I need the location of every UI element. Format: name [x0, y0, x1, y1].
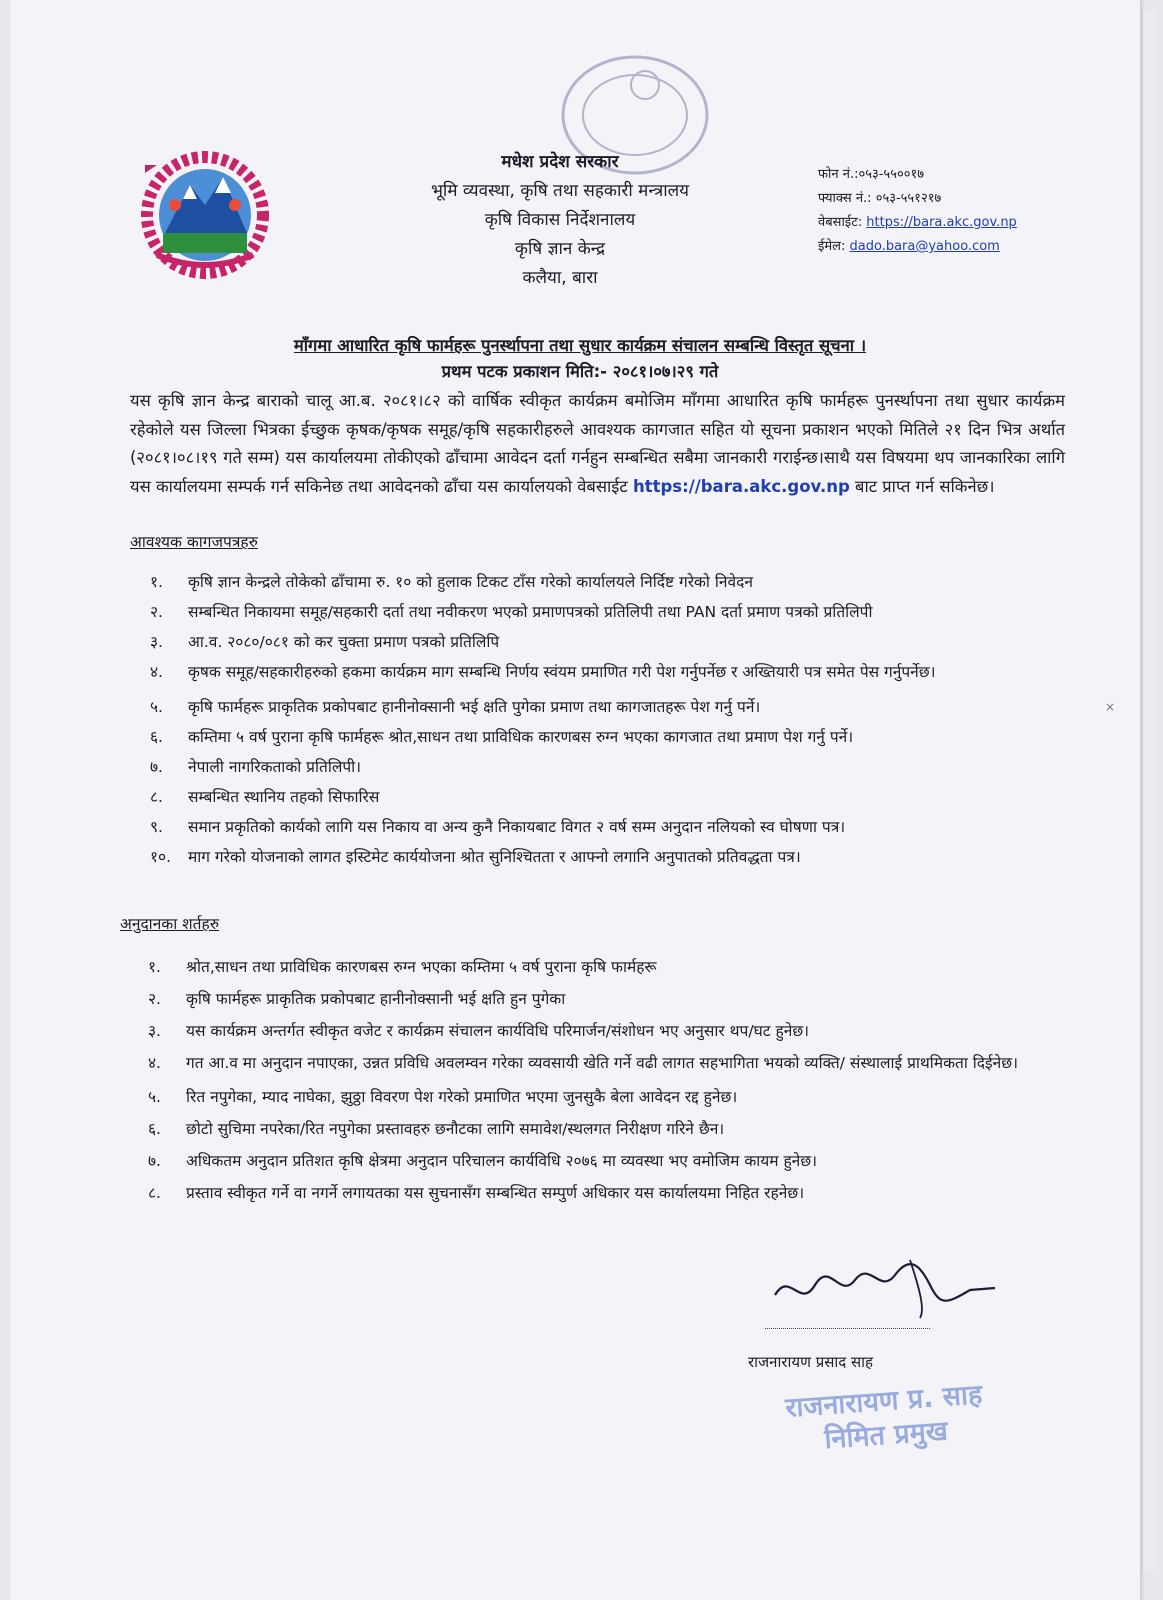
list-item: [148, 1117, 1058, 1142]
nepal-emblem-icon: [135, 145, 275, 280]
fax-number: फ्याक्स नं.: ०५३-५५१२१७: [818, 191, 942, 206]
list-item-number: ४.: [150, 663, 163, 681]
list-item-text: सम्बन्धित निकायमा समूह/सहकारी दर्ता तथा नवीकरण भएको प्रमाणपत्रको प्रतिलिपी तथा PAN दर्ता प्रमाण पत्रको प्रतिलिपी: [188, 603, 873, 621]
list-item-text: कृषि फार्महरू प्राकृतिक प्रकोपबाट हानीनोक्सानी भई क्षति पुगेका प्रमाण तथा कागजातहरू पेश गर्नु पर्ने।: [188, 698, 761, 716]
list-item-text: अधिकतम अनुदान प्रतिशत कृषि क्षेत्रमा अनुदान परिचालन कार्यविधि २०७६ मा व्यवस्था भए वमोजिम कायम हुनेछ।: [186, 1152, 818, 1170]
directorate-name: कृषि विकास निर्देशनालय: [484, 210, 636, 230]
list-item: [148, 1051, 1058, 1076]
publish-date: प्रथम पटक प्रकाशन मिति:- २०८१।०७।२९ गते: [441, 362, 719, 381]
stacked-pages-edge: [1142, 10, 1157, 1570]
list-item-text: आ.व. २०८०/०८१ को कर चुक्ता प्रमाण पत्रको प्रतिलिपि: [188, 633, 500, 651]
list-item-text: कृषि ज्ञान केन्द्रले तोकेको ढाँचामा रु. १० को हुलाक टिकट टाँस गरेको कार्यालयले निर्दिष्ट गरेको निवेदन: [188, 573, 753, 591]
list-item: [148, 1149, 1058, 1174]
list-item: [150, 845, 1060, 870]
ministry-name: भूमि व्यवस्था, कृषि तथा सहकारी मन्त्रालय: [430, 181, 690, 201]
list-item-text: रित नपुगेका, म्याद नाघेका, झुठ्ठा विवरण पेश गरेको प्रमाणित भएमा जुनसुकै बेला आवेदन रद्द हुनेछ।: [186, 1088, 738, 1106]
website-label: वेबसाईट:: [818, 215, 863, 230]
list-item-number: १.: [148, 958, 161, 976]
list-item: [150, 725, 1060, 750]
list-item-text: कम्तिमा ५ वर्ष पुराना कृषि फार्महरू श्रोत,साधन तथा प्राविधिक कारणबस रुग्न भएका कागजात तथा प्रमाण पेश गर्नु पर्ने।: [188, 728, 854, 746]
documents-list: [150, 570, 1060, 875]
list-item-number: ७.: [148, 1152, 161, 1170]
contact-block: [818, 163, 1017, 259]
list-item: [148, 987, 1058, 1012]
phone-number: फोन नं.:०५३-५५००१७: [818, 167, 924, 182]
list-item-number: २.: [150, 603, 163, 621]
list-item: [148, 1019, 1058, 1044]
email-label: ईमेल:: [818, 239, 846, 254]
stamp-name: राजनारायण प्र. साह: [784, 1379, 984, 1424]
email-link[interactable]: dado.bara@yahoo.com: [849, 239, 1000, 254]
list-item-number: ३.: [150, 633, 163, 651]
list-item-number: ५.: [150, 698, 163, 716]
list-item-number: ४.: [148, 1054, 161, 1072]
list-item-text: कृषि फार्महरू प्राकृतिक प्रकोपबाट हानीनोक्सानी भई क्षति हुन पुगेका: [186, 990, 566, 1008]
signature-line: [765, 1328, 930, 1329]
list-item-text: समान प्रकृतिको कार्यको लागि यस निकाय वा अन्य कुनै निकायबाट विगत २ वर्ष सम्म अनुदान नलियको स्व घोषणा पत्र।: [188, 818, 846, 836]
stamp-title: निमित प्रमुख: [823, 1415, 949, 1456]
signatory-name: राजनारायण प्रसाद साह: [748, 1353, 873, 1371]
list-item: [150, 695, 1060, 720]
conditions-list: [148, 955, 1058, 1213]
office-header: [380, 148, 740, 293]
list-item-text: श्रोत,साधन तथा प्राविधिक कारणबस रुग्न भएका कम्तिमा ५ वर्ष पुराना कृषि फार्महरू: [186, 958, 657, 976]
list-item-text: प्रस्ताव स्वीकृत गर्ने वा नगर्ने लगायतका यस सुचनासँग सम्बन्धित सम्पुर्ण अधिकार यस कार्यालयमा निहित रहनेछ।: [186, 1184, 805, 1202]
list-item-text: गत आ.व मा अनुदान नपाएका, उन्नत प्रविधि अवलम्वन गरेका व्यवसायी खेति गर्ने वढी लागत सहभागिता भयको व्यक्ति/ संस्थालाई प्राथमिकता दिईनेछ।: [186, 1054, 1018, 1072]
notice-body: [130, 387, 1065, 501]
list-item: [150, 600, 1060, 625]
conditions-heading: अनुदानका शर्तहरु: [120, 915, 220, 933]
paper-speck: ×: [1105, 700, 1116, 714]
office-name: कृषि ज्ञान केन्द्र: [514, 239, 606, 259]
list-item: [150, 630, 1060, 655]
list-item-text: छोटो सुचिमा नपरेका/रित नपुगेका प्रस्तावहरु छनौटका लागि समावेश/स्थलगत निरीक्षण गरिने छैन।: [186, 1120, 725, 1138]
website-link[interactable]: https://bara.akc.gov.np: [866, 215, 1017, 230]
list-item-number: १०.: [150, 848, 172, 866]
notice-body-tail: बाट प्राप्त गर्न सकिनेछ।: [855, 476, 995, 496]
list-item-number: १.: [150, 573, 163, 591]
list-item-text: माग गरेको योजनाको लागत इस्टिमेट कार्ययोजना श्रोत सुनिश्चितता र आफ्नो लगानि अनुपातको प्रतिवद्धता पत्र।: [188, 848, 801, 866]
handwritten-signature: [770, 1250, 1000, 1320]
government-name: मधेश प्रदेश सरकार: [501, 152, 619, 172]
notice-body-link[interactable]: https://bara.akc.gov.np: [632, 476, 850, 496]
list-item: [150, 570, 1060, 595]
list-item-number: ९.: [150, 818, 163, 836]
office-location: कलैया, बारा: [522, 268, 598, 288]
list-item: [148, 1085, 1058, 1110]
list-item-number: ८.: [150, 788, 163, 806]
list-item: [148, 955, 1058, 980]
email-line: [818, 235, 1017, 259]
notice-title: माँगमा आधारित कृषि फार्महरू पुनर्स्थापना तथा सुधार कार्यक्रम संचालन सम्बन्धि विस्तृत सूचना ।: [293, 336, 867, 355]
list-item-number: ६.: [148, 1120, 161, 1138]
list-item-number: ८.: [148, 1184, 161, 1202]
list-item: [150, 660, 1060, 685]
list-item-number: ६.: [150, 728, 163, 746]
documents-heading: आवश्यक कागजपत्रहरु: [130, 533, 258, 551]
list-item-text: सम्बन्धित स्थानिय तहको सिफारिस: [188, 788, 380, 806]
list-item-text: कृषक समूह/सहकारीहरुको हकमा कार्यक्रम माग सम्बन्धि निर्णय स्वंयम प्रमाणित गरी पेश गर्नुपर्नेछ र अख्तियारी पत्र समेत पेस गर्नुपर्नेछ।: [188, 663, 936, 681]
list-item-number: ५.: [148, 1088, 161, 1106]
list-item-text: यस कार्यक्रम अन्तर्गत स्वीकृत वजेट र कार्यक्रम संचालन कार्यविधि परिमार्जन/संशोधन भए अनुसार थप/घट हुनेछ।: [186, 1022, 810, 1040]
notice-body-text: यस कृषि ज्ञान केन्द्र बाराको चालू आ.ब. २०८१।८२ को वार्षिक स्वीकृत कार्यक्रम बमोजिम माँगमा आधारित कृषि फार्महरू पुनर्स्थापना तथा सुधार कार्यक्रम रहेकोले यस जिल्ला भित्रका ईच्छुक कृषक/कृषक समूह/कृषि सहकारीहरुले आवश्यक कागजात सहित यो सूचना प्रकाशन भएको मितिले २१ दिन भित्र अर्थात (२०८१।०८।१९ गते सम्म) यस कार्यालयमा तोकीएको ढाँचामा आवेदन दर्ता गर्नहुन सम्बन्धित सबैमा जानकारी गराईन्छ।साथै यस विषयमा थप जानकारिका लागि यस कार्यालयमा सम्पर्क गर्न सकिनेछ तथा आवेदनको ढाँचा यस कार्यालयको वेबसाईट: [130, 391, 1065, 496]
list-item-number: ३.: [148, 1022, 161, 1040]
list-item-number: ७.: [150, 758, 163, 776]
list-item: [150, 755, 1060, 780]
website-line: [818, 211, 1017, 235]
list-item: [150, 815, 1060, 840]
list-item-text: नेपाली नागरिकताको प्रतिलिपी।: [188, 758, 362, 776]
list-item-number: २.: [148, 990, 161, 1008]
list-item: [148, 1181, 1058, 1206]
list-item: [150, 785, 1060, 810]
